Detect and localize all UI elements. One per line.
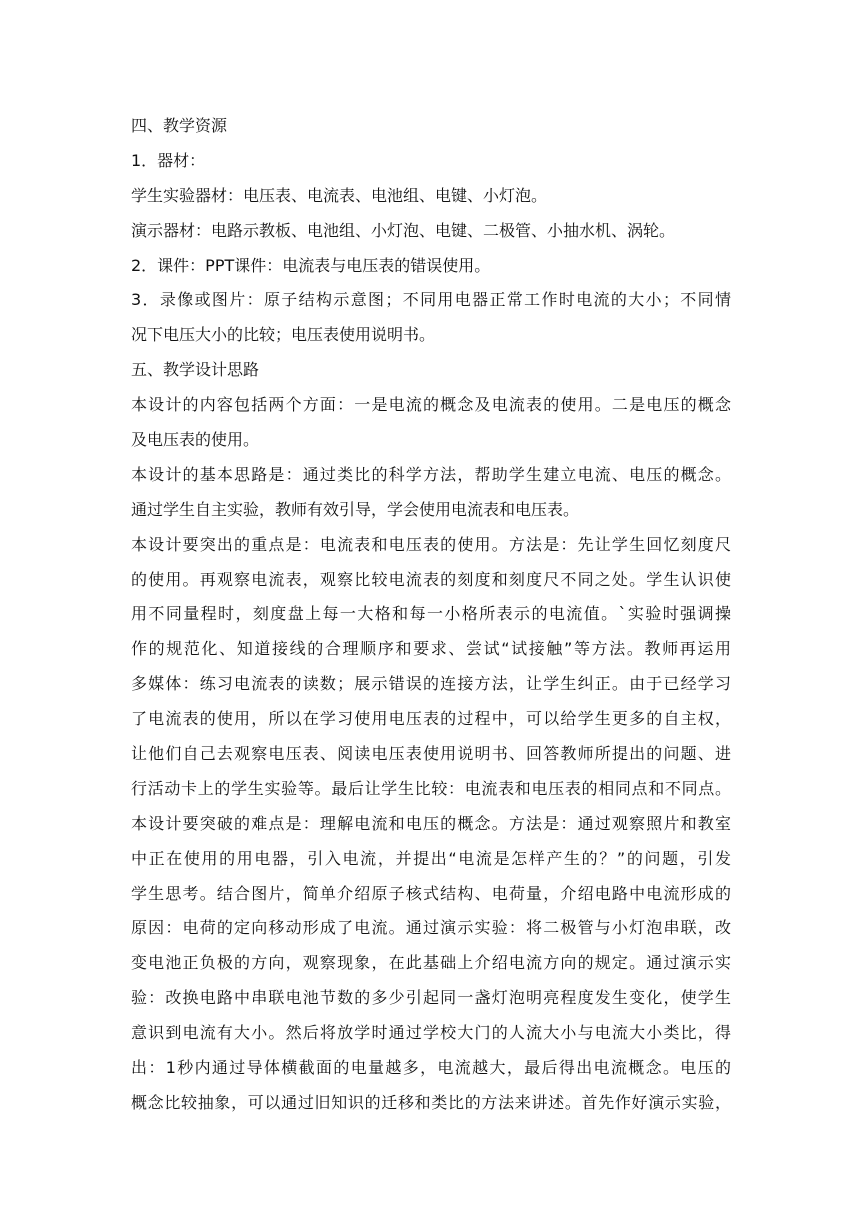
text-line: 五、教学设计思路 — [131, 360, 260, 380]
text-line: 用不同量程时，刻度盘上每一大格和每一小格所表示的电流值。`实验时强调操 — [131, 604, 731, 624]
text-line: 验：改换电路中串联电池节数的多少引起同一盏灯泡明亮程度发生变化，使学生 — [131, 988, 731, 1008]
text-line: 本设计要突出的重点是：电流表和电压表的使用。方法是：先让学生回忆刻度尺 — [131, 534, 731, 554]
text-line: 中正在使用的用电器，引入电流，并提出“电流是怎样产生的？”的问题，引发 — [131, 848, 731, 868]
text-line: 行活动卡上的学生实验等。最后让学生比较：电流表和电压表的相同点和不同点。 — [131, 778, 731, 798]
text-line: 本设计要突破的难点是：理解电流和电压的概念。方法是：通过观察照片和教室 — [131, 813, 731, 833]
text-line: 本设计的基本思路是：通过类比的科学方法，帮助学生建立电流、电压的概念。 — [131, 464, 731, 484]
text-line: 通过学生自主实验，教师有效引导，学会使用电流表和电压表。 — [131, 499, 580, 519]
text-line: 意识到电流有大小。然后将放学时通过学校大门的人流大小与电流大小类比，得 — [131, 1023, 731, 1043]
text-line: 变电池正负极的方向，观察现象，在此基础上介绍电流方向的规定。通过演示实 — [131, 953, 731, 973]
text-line: 让他们自己去观察电压表、阅读电压表使用说明书、回答教师所提出的问题、进 — [131, 744, 731, 764]
text-line: 本设计的内容包括两个方面：一是电流的概念及电流表的使用。二是电压的概念 — [131, 395, 731, 415]
text-line: 学生思考。结合图片，简单介绍原子核式结构、电荷量，介绍电路中电流形成的 — [131, 883, 731, 903]
text-line: 1．器材： — [131, 150, 206, 170]
document-body — [131, 109, 731, 1121]
text-line: 的使用。再观察电流表，观察比较电流表的刻度和刻度尺不同之处。学生认识使 — [131, 569, 731, 589]
text-line: 况下电压大小的比较；电压表使用说明书。 — [131, 325, 436, 345]
text-line: 了电流表的使用，所以在学习使用电压表的过程中，可以给学生更多的自主权， — [131, 709, 731, 729]
text-line: 学生实验器材：电压表、电流表、电池组、电键、小灯泡。 — [131, 185, 548, 205]
text-line: 多媒体：练习电流表的读数；展示错误的连接方法，让学生纠正。由于已经学习 — [131, 674, 731, 694]
text-line: 出：1秒内通过导体横截面的电量越多，电流越大，最后得出电流概念。电压的 — [131, 1058, 731, 1078]
text-line: 2．课件：PPT课件：电流表与电压表的错误使用。 — [131, 255, 491, 275]
text-line: 及电压表的使用。 — [131, 430, 260, 450]
text-line: 概念比较抽象，可以通过旧知识的迁移和类比的方法来讲述。首先作好演示实验， — [131, 1092, 731, 1112]
text-line: 演示器材：电路示教板、电池组、小灯泡、电键、二极管、小抽水机、涡轮。 — [131, 220, 676, 240]
text-line: 原因：电荷的定向移动形成了电流。通过演示实验：将二极管与小灯泡串联，改 — [131, 918, 731, 938]
text-line: 作的规范化、知道接线的合理顺序和要求、尝试“试接触”等方法。教师再运用 — [131, 639, 731, 659]
text-line: 3．录像或图片：原子结构示意图；不同用电器正常工作时电流的大小；不同情 — [131, 290, 731, 310]
text-line: 四、教学资源 — [131, 116, 228, 135]
